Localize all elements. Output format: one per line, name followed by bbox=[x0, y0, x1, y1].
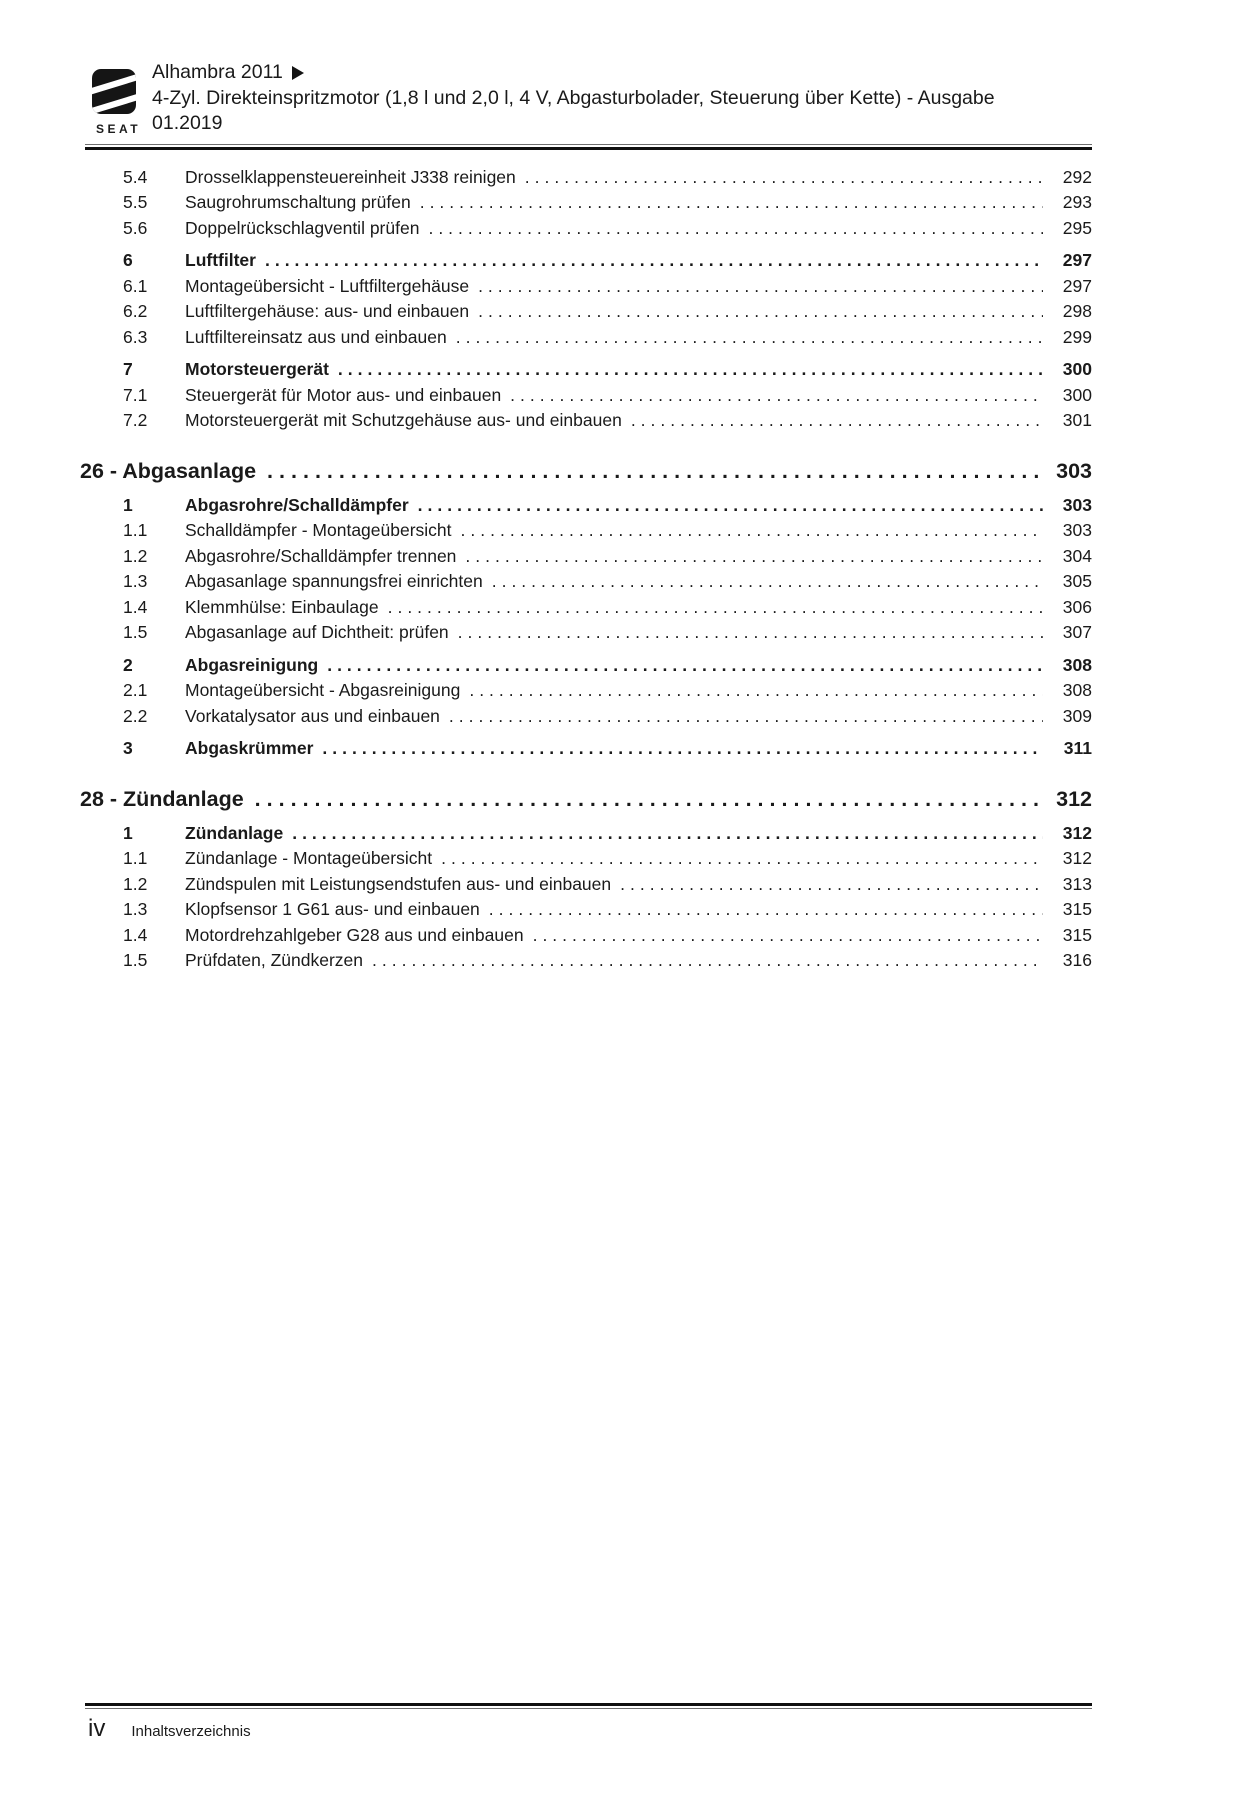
toc-section-title: Abgasrohre/Schalldämpfer bbox=[185, 494, 409, 515]
toc-entry-title: Motordrehzahlgeber G28 aus und einbauen bbox=[185, 924, 524, 945]
seat-s-emblem-icon bbox=[91, 68, 137, 115]
toc-entry-title: Montageübersicht - Luftfiltergehäuse bbox=[185, 275, 470, 296]
footer-divider bbox=[85, 1703, 1092, 1709]
toc-entry-number: 2.2 bbox=[123, 705, 148, 726]
toc-entry-page: 315 bbox=[1062, 924, 1092, 945]
dot-leader bbox=[388, 595, 1043, 621]
toc-entry-row bbox=[85, 408, 1092, 434]
dot-leader bbox=[255, 784, 1043, 814]
toc-section-page: 297 bbox=[1062, 250, 1092, 270]
toc-entry-row bbox=[85, 299, 1092, 325]
toc-section-title: Luftfilter bbox=[185, 250, 256, 270]
toc-entry-title: Montageübersicht - Abgasreinigung bbox=[185, 680, 461, 700]
toc-section-number: 2 bbox=[123, 654, 133, 675]
toc-entry-page: 300 bbox=[1062, 384, 1092, 405]
toc-entry-row bbox=[85, 846, 1092, 872]
footer-section-label: Inhaltsverzeichnis bbox=[131, 1723, 251, 1740]
dot-leader bbox=[428, 216, 1043, 242]
toc-entry-page: 312 bbox=[1062, 848, 1092, 868]
toc-entry-row bbox=[85, 190, 1092, 216]
toc-entry-page: 304 bbox=[1062, 545, 1092, 566]
toc-entry-title: Abgasanlage spannungsfrei einrichten bbox=[185, 571, 483, 591]
toc-entry-number: 7.2 bbox=[123, 410, 148, 430]
toc-entry-page: 292 bbox=[1062, 166, 1092, 187]
toc-entry-page: 305 bbox=[1062, 571, 1092, 591]
toc-section-row bbox=[85, 248, 1092, 274]
toc-entry-page: 298 bbox=[1062, 301, 1092, 321]
toc-chapter-page: 312 bbox=[1056, 786, 1092, 811]
toc-entry-row bbox=[85, 325, 1092, 351]
toc-section-title: Motorsteuergerät bbox=[185, 359, 329, 379]
dot-leader bbox=[327, 653, 1043, 679]
dot-leader bbox=[292, 821, 1043, 847]
dot-leader bbox=[420, 190, 1043, 216]
toc-entry-number: 2.1 bbox=[123, 680, 148, 700]
toc-entry-row bbox=[85, 518, 1092, 544]
toc-entry-row bbox=[85, 544, 1092, 570]
toc-section-number: 1 bbox=[123, 822, 133, 843]
dot-leader bbox=[465, 544, 1043, 570]
toc-entry-number: 1.2 bbox=[123, 545, 148, 566]
toc-entry-page: 306 bbox=[1062, 596, 1092, 617]
toc-entry-number: 1.5 bbox=[123, 950, 148, 970]
toc-section-title: Abgasreinigung bbox=[185, 654, 319, 675]
toc-entry-title: Abgasrohre/Schalldämpfer trennen bbox=[185, 545, 457, 566]
toc-section-number: 3 bbox=[123, 738, 133, 758]
header-divider bbox=[85, 144, 1092, 150]
dot-leader bbox=[631, 408, 1043, 434]
toc-section-page: 303 bbox=[1062, 494, 1092, 515]
dot-leader bbox=[265, 248, 1043, 274]
toc-entry-title: Drosselklappensteuereinheit J338 reinigen bbox=[185, 166, 516, 187]
dot-leader bbox=[458, 620, 1043, 646]
dot-leader bbox=[441, 846, 1043, 872]
toc-entry-title: Saugrohrumschaltung prüfen bbox=[185, 192, 411, 212]
toc-entry-number: 1.1 bbox=[123, 520, 148, 540]
toc-entry-row bbox=[85, 274, 1092, 300]
dot-leader bbox=[525, 165, 1043, 191]
toc-entry-title: Luftfiltergehäuse: aus- und einbauen bbox=[185, 301, 470, 321]
toc-entry-page: 315 bbox=[1062, 899, 1092, 919]
toc-section-title: Abgaskrümmer bbox=[185, 738, 314, 758]
toc-section-number: 6 bbox=[123, 250, 133, 270]
toc-entry-title: Abgasanlage auf Dichtheit: prüfen bbox=[185, 622, 449, 642]
toc-entry-number: 7.1 bbox=[123, 384, 148, 405]
toc-section-number: 1 bbox=[123, 494, 133, 515]
toc-entry-page: 316 bbox=[1062, 950, 1092, 970]
toc-section-row bbox=[85, 736, 1092, 762]
toc-entry-title: Luftfiltereinsatz aus und einbauen bbox=[185, 326, 447, 347]
dot-leader bbox=[478, 274, 1043, 300]
toc-entry-title: Zündanlage - Montageübersicht bbox=[185, 848, 433, 868]
toc-entry-row bbox=[85, 383, 1092, 409]
dot-leader bbox=[461, 518, 1043, 544]
toc-entry-number: 1.3 bbox=[123, 571, 148, 591]
page-footer bbox=[85, 1703, 1092, 1743]
toc-section-page: 311 bbox=[1063, 738, 1092, 758]
forward-arrow-icon bbox=[292, 66, 304, 80]
toc-entry-title: Klopfsensor 1 G61 aus- und einbauen bbox=[185, 899, 480, 919]
toc-entry-title: Prüfdaten, Zündkerzen bbox=[185, 950, 364, 970]
toc-entry-number: 1.5 bbox=[123, 622, 148, 642]
toc-entry-row bbox=[85, 165, 1092, 191]
toc-chapter-title: 26 - Abgasanlage bbox=[80, 458, 257, 483]
toc-entry-row bbox=[85, 923, 1092, 949]
toc-entry-number: 1.3 bbox=[123, 899, 148, 919]
dot-leader bbox=[418, 493, 1043, 519]
header-title-block bbox=[152, 60, 995, 137]
dot-leader bbox=[372, 948, 1043, 974]
toc-entry-row bbox=[85, 948, 1092, 974]
toc-entry-number: 1.4 bbox=[123, 596, 148, 617]
dot-leader bbox=[489, 897, 1043, 923]
toc-entry-page: 293 bbox=[1062, 192, 1092, 212]
toc-chapter-title: 28 - Zündanlage bbox=[80, 786, 244, 811]
toc-section-number: 7 bbox=[123, 359, 133, 379]
toc-section-page: 300 bbox=[1062, 359, 1092, 379]
toc-entry-page: 309 bbox=[1062, 705, 1092, 726]
toc-section-row bbox=[85, 357, 1092, 383]
dot-leader bbox=[469, 678, 1043, 704]
toc-entry-row bbox=[85, 216, 1092, 242]
toc-entry-number: 1.1 bbox=[123, 848, 148, 868]
dot-leader bbox=[456, 325, 1043, 351]
toc-section-title: Zündanlage bbox=[185, 822, 284, 843]
toc-entry-number: 5.5 bbox=[123, 192, 148, 212]
toc-entry-title: Vorkatalysator aus und einbauen bbox=[185, 705, 440, 726]
toc-entry-title: Doppelrückschlagventil prüfen bbox=[185, 217, 420, 238]
toc-section-row bbox=[85, 653, 1092, 679]
toc-entry-number: 6.3 bbox=[123, 326, 148, 347]
toc-entry-page: 313 bbox=[1062, 873, 1092, 894]
toc-entry-title: Klemmhülse: Einbaulage bbox=[185, 596, 379, 617]
toc-entry-row bbox=[85, 620, 1092, 646]
toc-section-page: 312 bbox=[1062, 822, 1092, 843]
model-line: Alhambra 2011 bbox=[152, 61, 283, 83]
toc-entry-row bbox=[85, 897, 1092, 923]
toc-section-row bbox=[85, 493, 1092, 519]
toc-chapter-page: 303 bbox=[1056, 458, 1092, 483]
document-title-line: 4-Zyl. Direkteinspritzmotor (1,8 l und 2,0 l, 4 V, Abgasturbolader, Steuerung über Kette) - Ausgabe bbox=[152, 86, 995, 109]
toc-entry-title: Schalldämpfer - Montageübersicht bbox=[185, 520, 452, 540]
seat-wordmark: SEAT bbox=[95, 122, 142, 136]
toc-entry-page: 303 bbox=[1062, 520, 1092, 540]
toc-entry-page: 301 bbox=[1062, 410, 1092, 430]
dot-leader bbox=[449, 704, 1043, 730]
page-header bbox=[85, 60, 1092, 137]
toc-entry-row bbox=[85, 872, 1092, 898]
toc-entry-page: 297 bbox=[1062, 275, 1092, 296]
toc-section-row bbox=[85, 821, 1092, 847]
toc-entry-page: 307 bbox=[1062, 622, 1092, 642]
edition-line: 01.2019 bbox=[152, 112, 223, 134]
dot-leader bbox=[267, 456, 1043, 486]
toc-entry-page: 295 bbox=[1062, 217, 1092, 238]
toc-entry-title: Zündspulen mit Leistungsendstufen aus- und einbauen bbox=[185, 873, 612, 894]
toc-entry-number: 5.6 bbox=[123, 217, 148, 238]
toc-entry-title: Motorsteuergerät mit Schutzgehäuse aus- und einbauen bbox=[185, 410, 622, 430]
dot-leader bbox=[620, 872, 1043, 898]
dot-leader bbox=[322, 736, 1043, 762]
table-of-contents bbox=[80, 165, 1092, 974]
toc-entry-number: 1.2 bbox=[123, 873, 148, 894]
dot-leader bbox=[510, 383, 1043, 409]
dot-leader bbox=[478, 299, 1043, 325]
toc-entry-number: 6.1 bbox=[123, 275, 148, 296]
dot-leader bbox=[338, 357, 1043, 383]
footer-page-number: iv bbox=[88, 1715, 106, 1742]
toc-entry-number: 5.4 bbox=[123, 166, 148, 187]
toc-chapter-row bbox=[80, 456, 1092, 486]
toc-entry-row bbox=[85, 569, 1092, 595]
toc-entry-row bbox=[85, 704, 1092, 730]
toc-entry-title: Steuergerät für Motor aus- und einbauen bbox=[185, 384, 502, 405]
toc-section-page: 308 bbox=[1062, 654, 1092, 675]
toc-entry-row bbox=[85, 678, 1092, 704]
toc-entry-number: 6.2 bbox=[123, 301, 148, 321]
toc-chapter-row bbox=[80, 784, 1092, 814]
toc-entry-page: 308 bbox=[1062, 680, 1092, 700]
toc-entry-number: 1.4 bbox=[123, 924, 148, 945]
toc-entry-page: 299 bbox=[1062, 326, 1092, 347]
dot-leader bbox=[533, 923, 1043, 949]
toc-entry-row bbox=[85, 595, 1092, 621]
seat-logo bbox=[91, 68, 143, 136]
dot-leader bbox=[492, 569, 1043, 595]
